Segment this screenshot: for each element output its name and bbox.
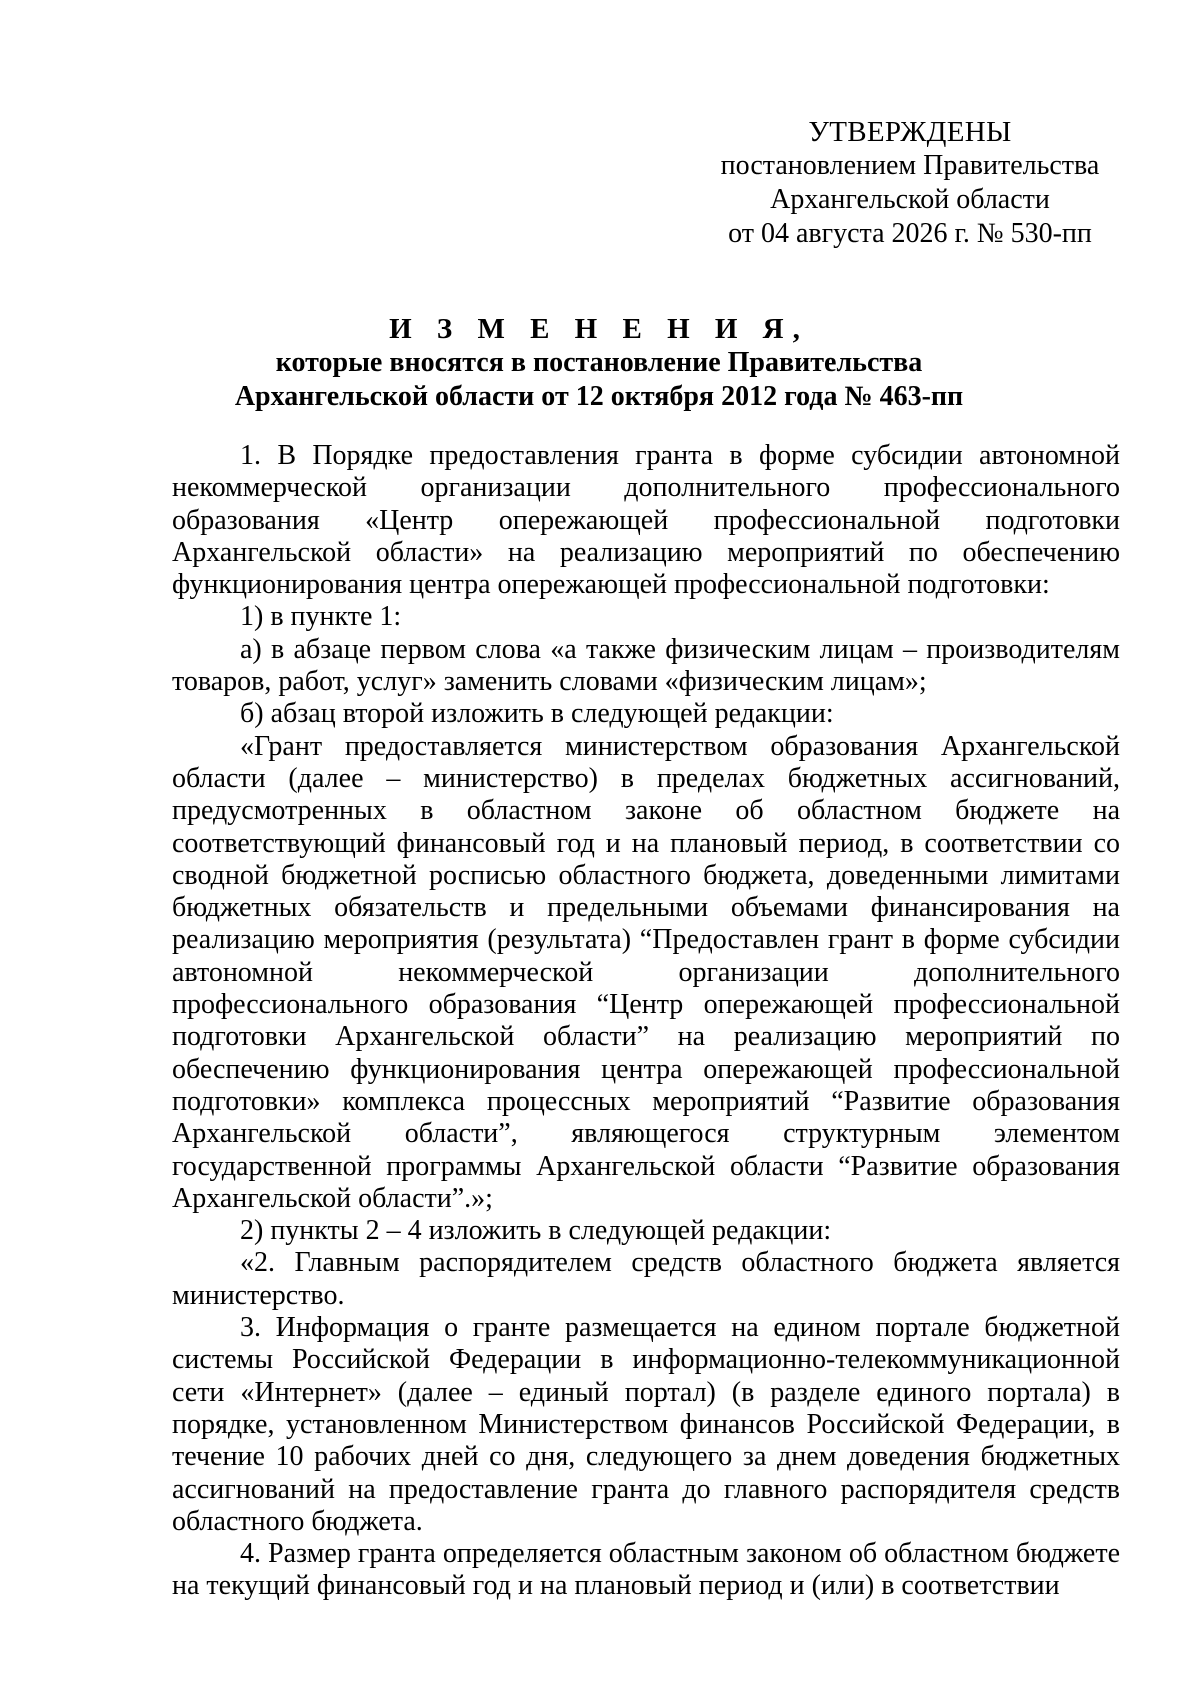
paragraph: б) абзац второй изложить в следующей редакции: <box>240 698 834 730</box>
paragraph: а) в абзаце первом слова «а также физическим лицам – производителям товаров, работ, услуг» заменить словами «физическим лицам»; <box>172 633 1120 698</box>
paragraph: 3. Информация о гранте размещается на едином портале бюджетной системы Российской Федерации в информационно-телекоммуникационной сети «Интернет» (далее – единый портал) (в разделе единого портала) в порядке, установленном Министерством финансов Российской Федерации, в течение 10 рабочих дней со дня, следующего за днем доведения бюджетных ассигнований на предоставление гранта до главного распорядителя средств областного бюджета. <box>172 1312 1120 1537</box>
paragraph: 4. Размер гранта определяется областным законом об областном бюджете на текущий финансовый год и на плановый период и (или) в соответствии <box>172 1538 1120 1602</box>
document-subtitle-line-1: которые вносятся в постановление Правительства <box>275 347 923 378</box>
approval-line-2: Архангельской области <box>770 184 1050 215</box>
approval-stamp <box>700 115 1120 251</box>
paragraph: 1. В Порядке предоставления гранта в форме субсидии автономной некоммерческой организации дополнительного профессионального образования «Центр опережающей профессиональной подготовки Архангельской области» на реализацию мероприятий по обеспечению функционирования центра опережающей профессиональной подготовки: <box>172 440 1120 601</box>
approval-title: УТВЕРЖДЕНЫ <box>808 116 1012 148</box>
document-subtitle-line-2: Архангельской области от 12 октября 2012 года № 463-пп <box>234 381 964 412</box>
document-body <box>172 440 1120 1603</box>
paragraph: 1) в пункте 1: <box>240 601 402 633</box>
paragraph: «Грант предоставляется министерством образования Архангельской области (далее – министерство) в пределах бюджетных ассигнований, предусмотренных в областном законе об областном бюджете на соответствующий финансовый год и на плановый период, в соответствии со сводной бюджетной росписью областного бюджета, доведенными лимитами бюджетных обязательств и предельными объемами финансирования на реализацию мероприятия (результата) “Предоставлен грант в форме субсидии автономной некоммерческой организации дополнительного профессионального образования “Центр опережающей профессиональной подготовки Архангельской области” на реализацию мероприятий по обеспечению функционирования центра опережающей профессиональной подготовки» комплекса процессных мероприятий “Развитие образования Архангельской области”, являющегося структурным элементом государственной программы Архангельской области “Развитие образования Архангельской области”.»; <box>172 730 1120 1214</box>
approval-line-1: постановлением Правительства <box>720 150 1100 181</box>
document-title-block <box>120 312 1078 414</box>
paragraph: 2) пункты 2 – 4 изложить в следующей редакции: <box>240 1215 832 1247</box>
paragraph: «2. Главным распорядителем средств областного бюджета является министерство. <box>172 1247 1120 1311</box>
approval-line-3: от 04 августа 2026 г. № 530-пп <box>728 218 1092 249</box>
document-title: И З М Е Н Е Н И Я, <box>389 313 809 345</box>
